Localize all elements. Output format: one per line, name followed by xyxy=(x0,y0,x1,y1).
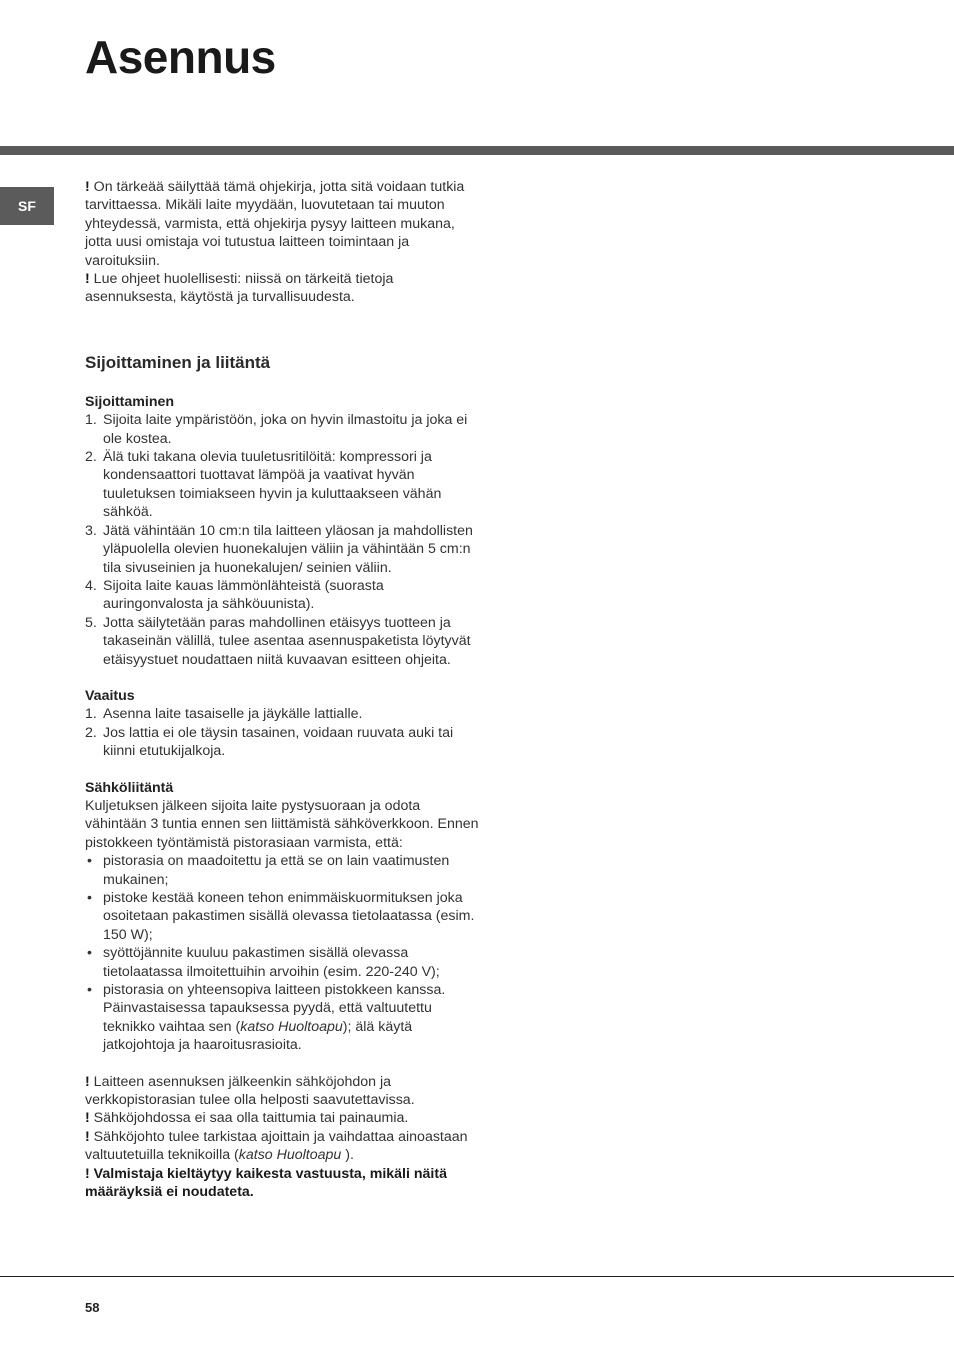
list-item: 1. Sijoita laite ympäristöön, joka on hyvin ilmastoitu ja joka ei ole kostea. xyxy=(85,412,468,447)
footer-divider xyxy=(0,1276,954,1277)
warning-2: ! Sähköjohdossa ei saa olla taittumia tai painaumia. xyxy=(85,1110,409,1127)
placement-heading: Sijoittaminen xyxy=(85,393,175,410)
warning-4: ! Valmistaja kieltäytyy kaikesta vastuusta, mikäli näitä määräyksiä ei noudateta. xyxy=(85,1165,447,1201)
list-item: 2. Älä tuki takana olevia tuuletusritilöitä: kompressori ja kondensaattori tuottavat lämpöä ja vaativat hyvän tuuletuksen toimiakseen hyvin ja kuluttaakseen vähän sähköä. xyxy=(85,449,442,521)
page-number: 58 xyxy=(85,1300,100,1315)
list-item: • pistorasia on maadoitettu ja että se on lain vaatimusten mukainen; xyxy=(85,852,485,889)
exclamation-icon: ! xyxy=(85,271,90,288)
section-heading: Sijoittaminen ja liitäntä xyxy=(85,352,271,372)
electrical-intro: Kuljetuksen jälkeen sijoita laite pystysuoraan ja odota vähintään 3 tuntia ennen sen liittämistä sähköverkkoon. Ennen pistokkeen työntämistä pistorasiaan varmista, että: xyxy=(85,797,479,851)
list-item: 1. Asenna laite tasaiselle ja jäykälle lattialle. xyxy=(85,706,363,723)
service-reference: katso Huoltoapu xyxy=(238,1147,342,1164)
page-title: Asennus xyxy=(85,31,276,83)
intro-paragraph-1: ! On tärkeää säilyttää tämä ohjekirja, jotta sitä voidaan tutkia tarvittaessa. Mikäli laite myydään, luovutetaan tai muuton yhteydessä, varmista, että ohjekirja pysyy laitteen mukana, jotta uusi omistaja voi tutustua laitteen toimintaan ja varoituksiin. xyxy=(85,179,465,269)
exclamation-icon: ! xyxy=(85,1128,90,1145)
exclamation-icon: ! xyxy=(85,179,90,195)
electrical-checklist xyxy=(85,852,485,1054)
list-item: • pistorasia on yhteensopiva laitteen pistokkeen kanssa. Päinvastaisessa tapauksessa pyydä, että valtuutettu teknikko vaihtaa sen (katso Huoltoapu); älä käytä jatkojohtoja ja haaroitusrasioita. xyxy=(85,981,485,1055)
exclamation-icon: ! xyxy=(85,1073,90,1090)
placement-list xyxy=(85,411,485,669)
language-tab: SF xyxy=(0,187,54,225)
leveling-heading: Vaaitus xyxy=(85,687,135,704)
service-reference: katso Huoltoapu xyxy=(240,1018,343,1035)
leveling-list xyxy=(85,705,485,760)
header-divider-bar xyxy=(0,146,954,155)
exclamation-icon: ! xyxy=(85,1110,90,1127)
list-item: 4. Sijoita laite kauas lämmönlähteistä (suorasta auringonvalosta ja sähköuunista). xyxy=(85,577,384,613)
main-content xyxy=(85,178,485,1202)
list-item: 3. Jätä vähintään 10 cm:n tila laitteen yläosan ja mahdollisten yläpuolella olevien huonekalujen väliin ja vähintään 5 cm:n tila sivuseinien ja huonekalujen/ seinien väliin. xyxy=(85,522,473,576)
list-item: • syöttöjännite kuuluu pakastimen sisällä olevassa tietolaatassa ilmoitettuihin arvoihin (esim. 220-240 V); xyxy=(85,944,485,981)
warning-3: ! Sähköjohto tulee tarkistaa ajoittain ja vaihdattaa ainoastaan valtuutetuilla teknikoilla (katso Huoltoapu ). xyxy=(85,1128,468,1164)
list-item: 2. Jos lattia ei ole täysin tasainen, voidaan ruuvata auki tai kiinni etutukijalkoja. xyxy=(85,724,454,760)
exclamation-icon: ! xyxy=(85,1165,90,1182)
warnings-block xyxy=(85,1073,485,1202)
electrical-heading: Sähköliitäntä xyxy=(85,779,174,796)
list-item: 5. Jotta säilytetään paras mahdollinen etäisyys tuotteen ja takaseinän välillä, tulee asentaa asennuspaketista löytyvät etäisyystuet noudattaen niitä kuvaavan esitteen ohjeita. xyxy=(85,614,471,668)
warning-1: ! Laitteen asennuksen jälkeenkin sähköjohdon ja verkkopistorasian tulee olla helposti saavutettavissa. xyxy=(85,1073,415,1109)
list-item: • pistoke kestää koneen tehon enimmäiskuormituksen joka osoitetaan pakastimen sisällä olevassa tietolaatassa (esim. 150 W); xyxy=(85,889,485,944)
intro-paragraph-2: ! Lue ohjeet huolellisesti: niissä on tärkeitä tietoja asennuksesta, käytöstä ja turvallisuudesta. xyxy=(85,271,394,306)
